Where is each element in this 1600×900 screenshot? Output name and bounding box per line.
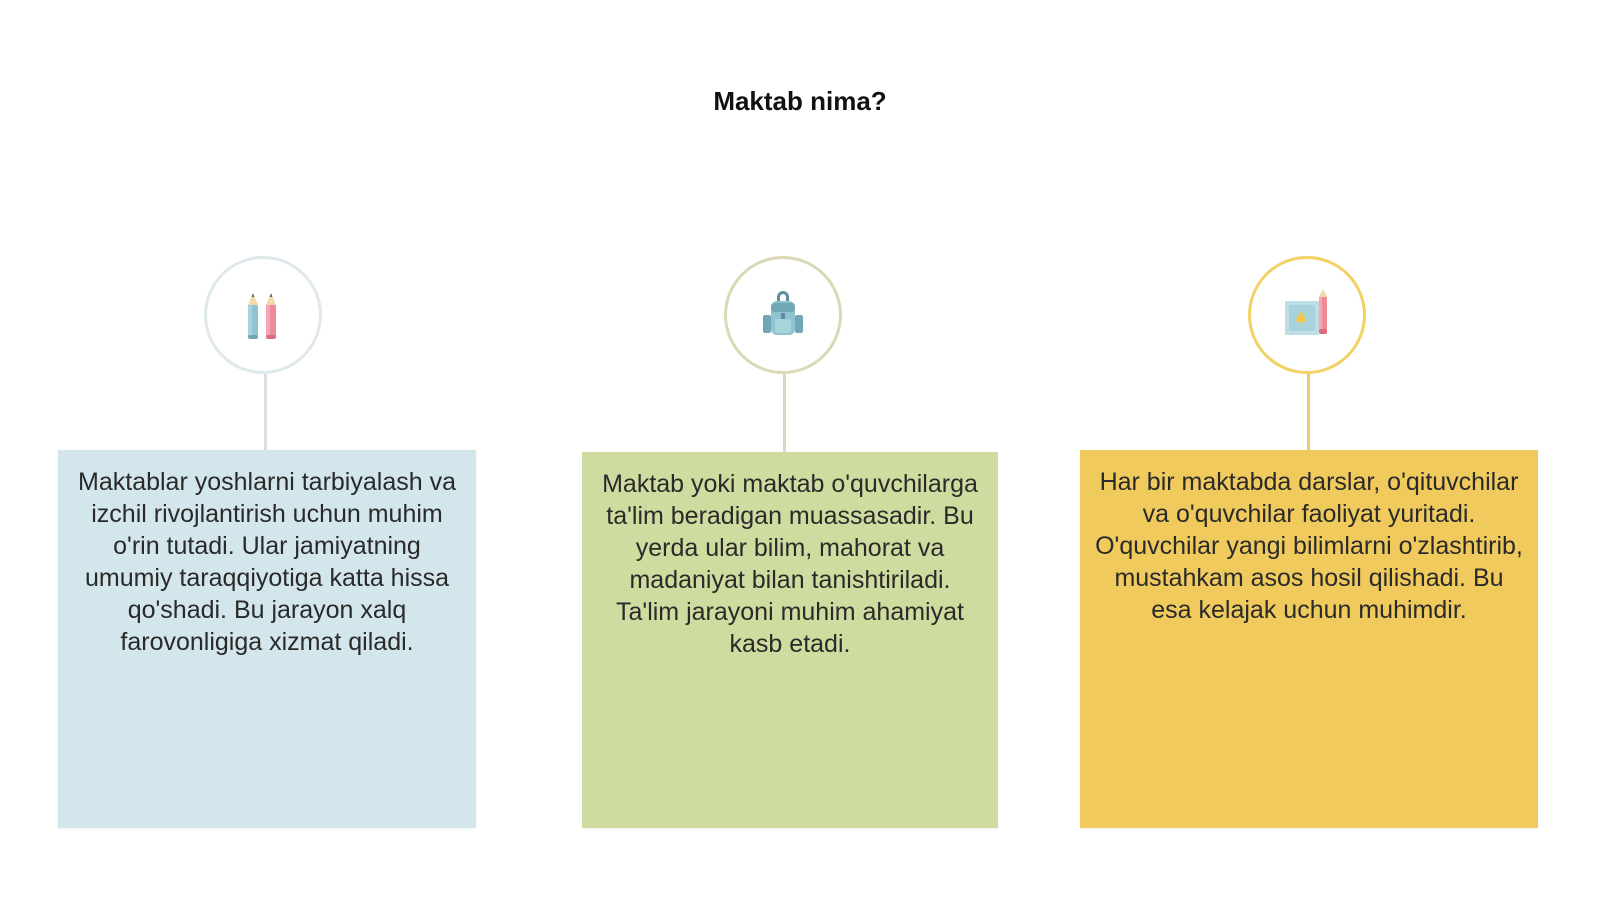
- card-text-3: Har bir maktabda darslar, o'qituvchilar va o'quvchilar faoliyat yuritadi. O'quvchilar yangi bilimlarni o'zlashtirib, mustahkam asos hosil qilishadi. Bu esa kelajak uchun muhimdir.: [1095, 468, 1523, 624]
- connector-line-2: [783, 374, 786, 452]
- card-text-2: Maktab yoki maktab o'quvchilarga ta'lim beradigan muassasadir. Bu yerda ular bilim, mahorat va madaniyat bilan tanishtiriladi. Ta'lim jarayoni muhim ahamiyat kasb etadi.: [602, 470, 978, 658]
- connector-line-1: [264, 374, 267, 450]
- icon-circle-1: [204, 256, 322, 374]
- drawing-pencil-icon: [1271, 279, 1343, 351]
- info-card-1: [58, 450, 476, 828]
- info-card-2: [582, 452, 998, 828]
- card-text-1: Maktablar yoshlarni tarbiyalash va izchil rivojlantirish uchun muhim o'rin tutadi. Ular jamiyatning umumiy taraqqiyotiga katta hissa qo'shadi. Bu jarayon xalq farovonligiga xizmat qiladi.: [78, 468, 456, 656]
- pencils-icon: [227, 279, 299, 351]
- icon-circle-2: [724, 256, 842, 374]
- info-card-3: [1080, 450, 1538, 828]
- connector-line-3: [1307, 374, 1310, 450]
- icon-circle-3: [1248, 256, 1366, 374]
- slide-title: Maktab nima?: [713, 86, 887, 116]
- backpack-icon: [747, 279, 819, 351]
